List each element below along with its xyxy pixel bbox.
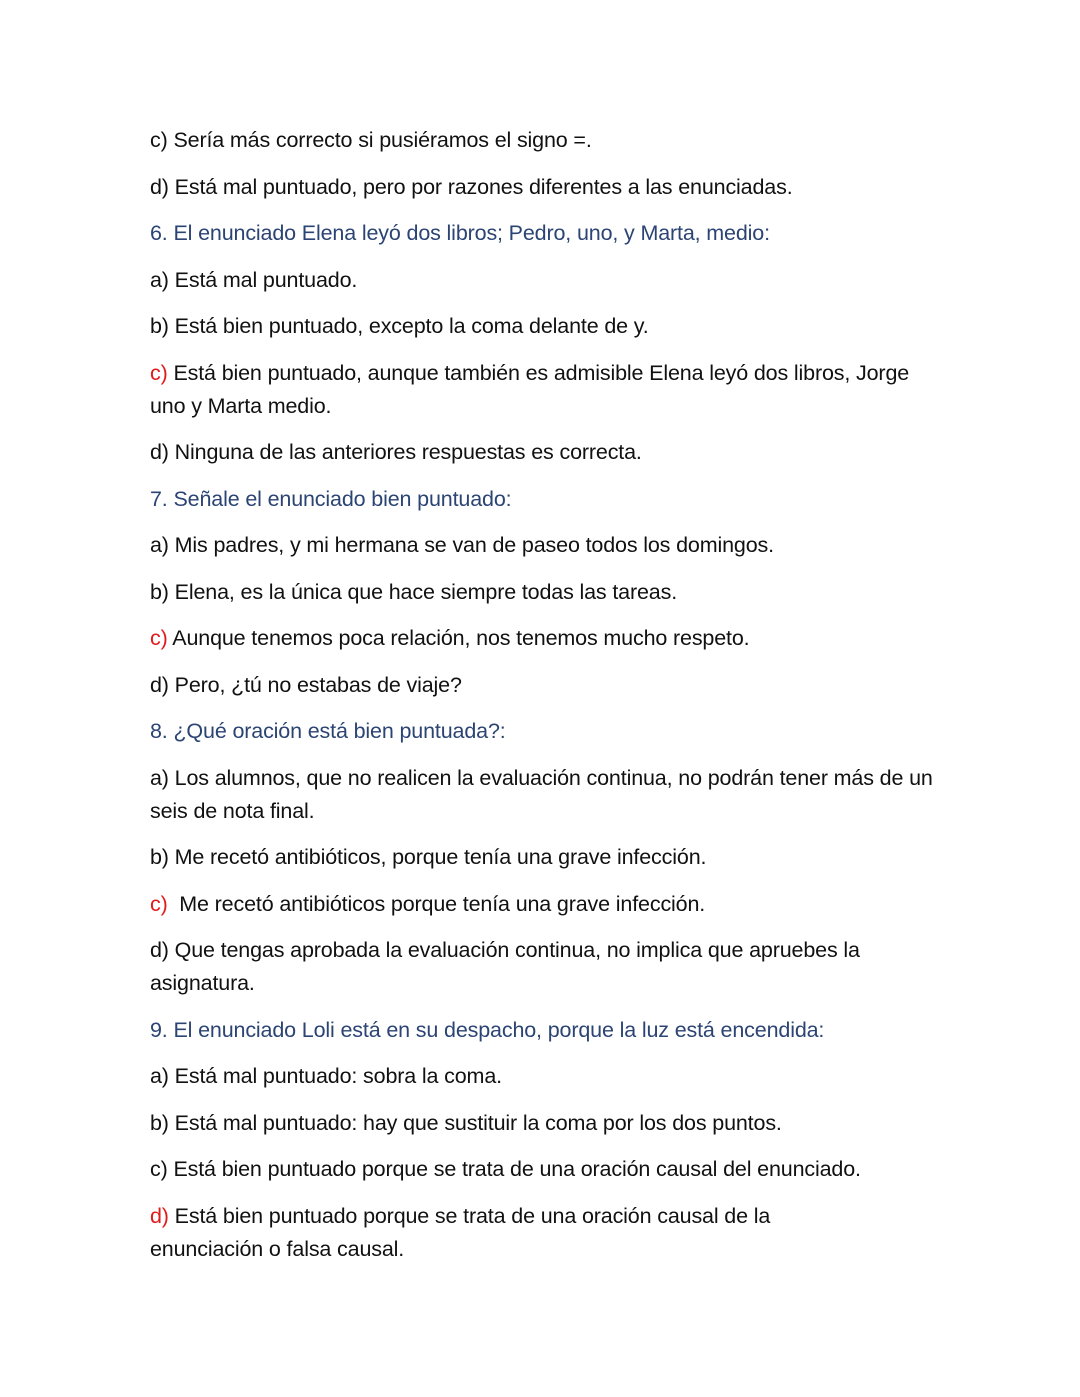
option-text: Aunque tenemos poca relación, nos tenemos mucho respeto. bbox=[167, 626, 750, 650]
option-marker: a) bbox=[150, 267, 169, 292]
option-8d bbox=[150, 934, 920, 1000]
option-9b bbox=[150, 1107, 940, 1140]
option-text: Está bien puntuado porque se trata de una oración causal del enunciado. bbox=[167, 1157, 861, 1181]
correct-answer-marker: c) bbox=[150, 626, 168, 650]
correct-answer-marker: d) bbox=[150, 1203, 169, 1228]
option-7a bbox=[150, 529, 940, 562]
option-7d bbox=[150, 669, 940, 702]
option-text: Está mal puntuado, pero por razones diferentes a las enunciadas. bbox=[168, 174, 793, 199]
option-8b bbox=[150, 841, 940, 874]
option-marker: d) bbox=[150, 174, 169, 199]
option-marker: d) bbox=[150, 440, 169, 464]
option-marker: d) bbox=[150, 672, 169, 697]
question-8: 8. ¿Qué oración está bien puntuada?: bbox=[150, 719, 506, 743]
option-6c-correct bbox=[150, 357, 915, 423]
correct-answer-marker: c) bbox=[150, 891, 168, 916]
question-7: 7. Señale el enunciado bien puntuado: bbox=[150, 486, 512, 511]
option-text: Me recetó antibióticos porque tenía una grave infección. bbox=[167, 891, 706, 916]
option-marker: c) bbox=[150, 1157, 168, 1181]
question-6: 6. El enunciado Elena leyó dos libros; Pedro, uno, y Marta, medio: bbox=[150, 221, 770, 245]
option-marker: b) bbox=[150, 314, 169, 338]
option-5c bbox=[150, 124, 940, 157]
question-9: 9. El enunciado Loli está en su despacho, porque la luz está encendida: bbox=[150, 1017, 825, 1042]
option-text: Ninguna de las anteriores respuestas es correcta. bbox=[168, 440, 642, 464]
option-text: Está bien puntuado, excepto la coma delante de y. bbox=[168, 314, 649, 338]
option-text: Mis padres, y mi hermana se van de paseo todos los domingos. bbox=[168, 533, 774, 557]
option-marker: a) bbox=[150, 765, 169, 790]
option-7c-correct bbox=[150, 622, 940, 655]
option-text: Que tengas aprobada la evaluación continua, no implica que apruebes la asignatura. bbox=[150, 938, 866, 995]
option-text: Me recetó antibióticos, porque tenía una grave infección. bbox=[168, 845, 707, 869]
option-text: Está mal puntuado. bbox=[168, 267, 358, 292]
option-text: Pero, ¿tú no estabas de viaje? bbox=[168, 672, 462, 697]
option-text: Elena, es la única que hace siempre todas las tareas. bbox=[168, 579, 678, 604]
option-7b bbox=[150, 576, 940, 609]
option-text: Sería más correcto si pusiéramos el signo =. bbox=[167, 128, 592, 152]
option-marker: d) bbox=[150, 938, 169, 962]
option-marker: b) bbox=[150, 845, 169, 869]
option-text: Está bien puntuado porque se trata de una oración causal de la enunciación o falsa causal. bbox=[150, 1203, 777, 1261]
option-8a bbox=[150, 762, 939, 828]
option-marker: a) bbox=[150, 1064, 169, 1088]
option-5d bbox=[150, 171, 940, 204]
option-9d-correct bbox=[150, 1200, 830, 1266]
option-marker: a) bbox=[150, 533, 169, 557]
option-8c-correct bbox=[150, 888, 940, 921]
option-text: Los alumnos, que no realicen la evaluación continua, no podrán tener más de un seis de nota final. bbox=[150, 765, 939, 823]
option-9a bbox=[150, 1060, 940, 1093]
option-text: Está mal puntuado: hay que sustituir la coma por los dos puntos. bbox=[168, 1110, 782, 1135]
option-6a bbox=[150, 264, 940, 297]
option-marker: b) bbox=[150, 1110, 169, 1135]
option-6b bbox=[150, 310, 940, 343]
document-page bbox=[150, 124, 940, 1279]
option-6d bbox=[150, 436, 940, 469]
option-text: Está mal puntuado: sobra la coma. bbox=[168, 1064, 502, 1088]
option-9c bbox=[150, 1153, 940, 1186]
option-marker: b) bbox=[150, 579, 169, 604]
option-marker: c) bbox=[150, 128, 168, 152]
correct-answer-marker: c) bbox=[150, 360, 168, 385]
option-text: Está bien puntuado, aunque también es admisible Elena leyó dos libros, Jorge uno y Marta medio. bbox=[150, 360, 915, 418]
